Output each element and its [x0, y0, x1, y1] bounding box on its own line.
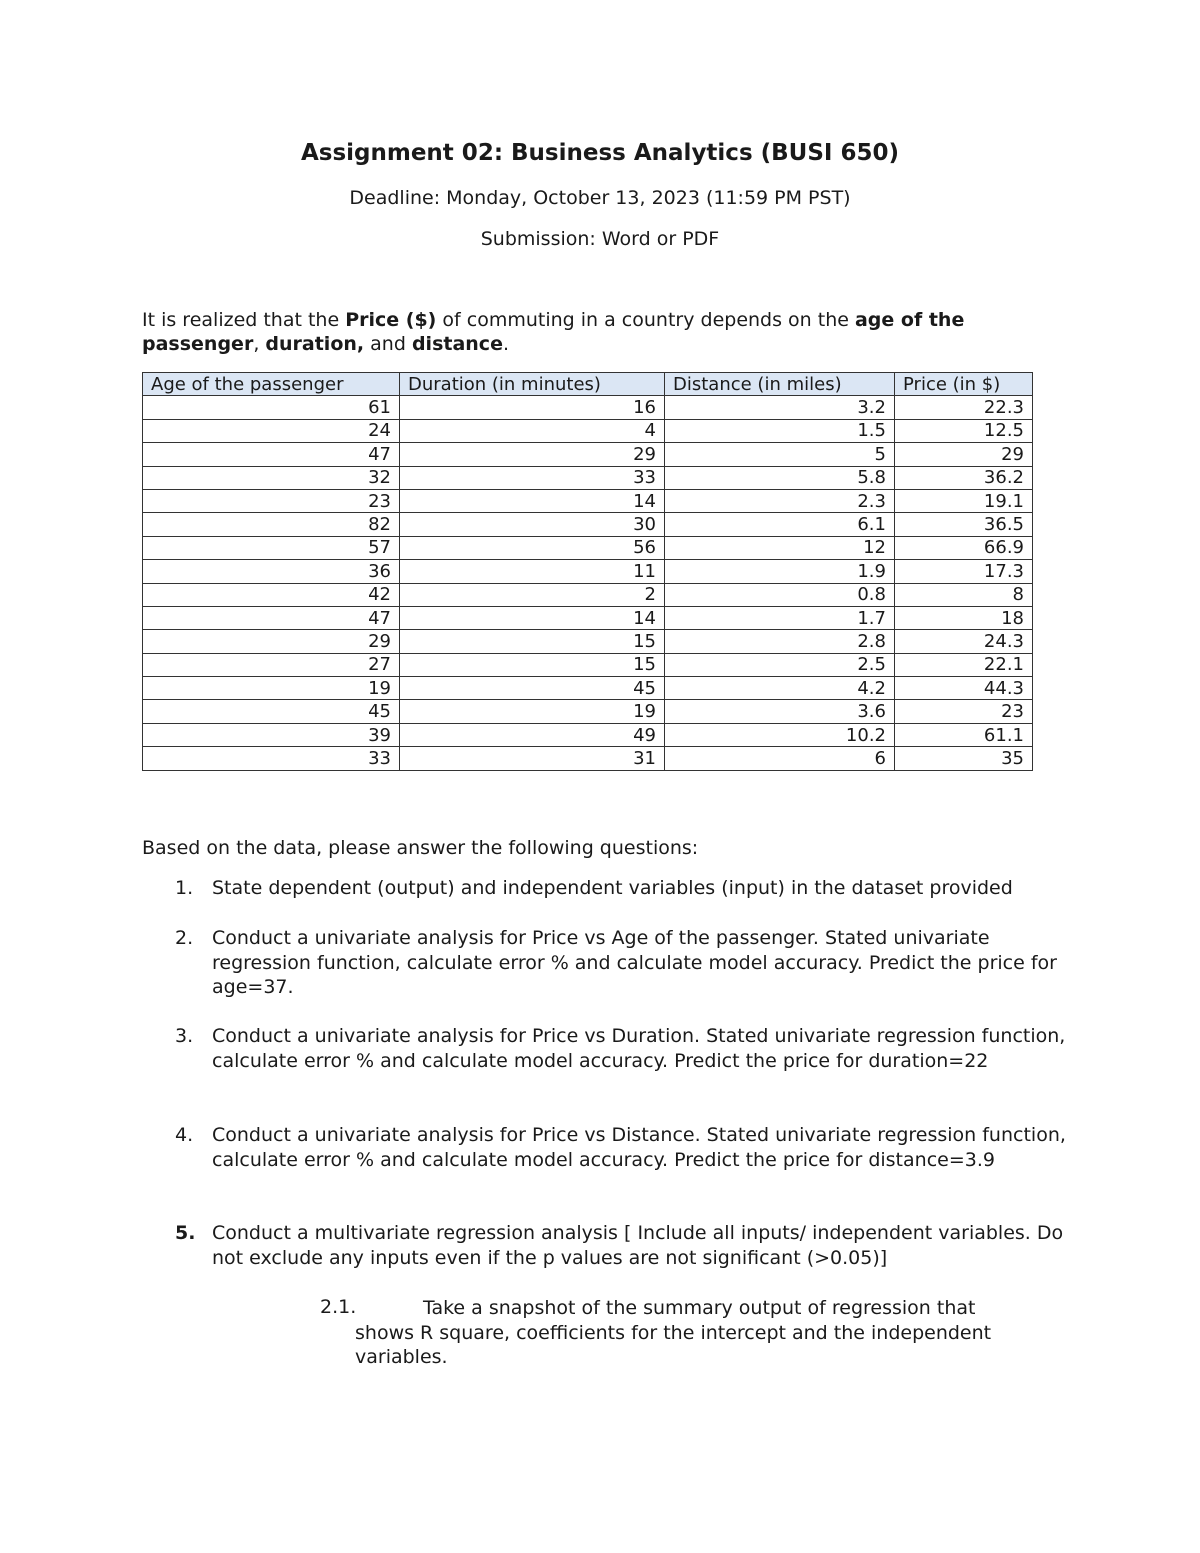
question-item — [142, 926, 1072, 1000]
cell-price: 17.3 — [895, 560, 1033, 583]
header-duration: Duration (in minutes) — [400, 373, 665, 396]
cell-price: 12.5 — [895, 419, 1033, 442]
intro-bold-price: Price ($) — [345, 309, 437, 331]
question-number: 2. — [175, 927, 194, 949]
table-body — [143, 396, 1033, 770]
table-row — [143, 700, 1033, 723]
intro-text-2: of commuting in a country depends on the — [436, 309, 855, 331]
cell-distance: 0.8 — [665, 583, 895, 606]
cell-age: 45 — [143, 700, 400, 723]
cell-duration: 33 — [400, 466, 665, 489]
table-row — [143, 677, 1033, 700]
question-text: Conduct a univariate analysis for Price vs Duration. Stated univariate regression function, calculate error % and calculate model accuracy. Predict the price for duration=22 — [212, 1025, 1066, 1072]
questions-intro: Based on the data, please answer the following questions: — [142, 837, 699, 859]
cell-duration: 49 — [400, 723, 665, 746]
table-row — [143, 443, 1033, 466]
cell-distance: 1.9 — [665, 560, 895, 583]
submission-text: Submission: Word or PDF — [480, 228, 720, 250]
cell-price: 35 — [895, 747, 1033, 770]
cell-age: 36 — [143, 560, 400, 583]
cell-duration: 15 — [400, 653, 665, 676]
table-row — [143, 489, 1033, 512]
cell-age: 61 — [143, 396, 400, 419]
intro-text-1: It is realized that the — [142, 309, 346, 331]
question-text: Conduct a univariate analysis for Price vs Age of the passenger. Stated univariate regression function, calculate error % and calculate model accuracy. Predict the price for age=37. — [212, 927, 1057, 998]
cell-price: 19.1 — [895, 489, 1033, 512]
cell-distance: 1.5 — [665, 419, 895, 442]
cell-price: 66.9 — [895, 536, 1033, 559]
cell-distance: 6.1 — [665, 513, 895, 536]
cell-price: 23 — [895, 700, 1033, 723]
table-row — [143, 466, 1033, 489]
cell-price: 8 — [895, 583, 1033, 606]
header-age: Age of the passenger — [143, 373, 400, 396]
table-row — [143, 630, 1033, 653]
cell-duration: 45 — [400, 677, 665, 700]
header-price: Price (in $) — [895, 373, 1033, 396]
question-text: Conduct a multivariate regression analysis [ Include all inputs/ independent variables. Do not exclude any inputs even if the p values are not significant (>0.05)] — [212, 1222, 1064, 1269]
cell-age: 42 — [143, 583, 400, 606]
intro-bold-distance: distance — [411, 333, 503, 355]
question-item — [142, 1024, 1072, 1073]
cell-price: 18 — [895, 606, 1033, 629]
cell-age: 24 — [143, 419, 400, 442]
intro-text-3: , — [253, 333, 266, 355]
document-title: Assignment 02: Business Analytics (BUSI 650) — [300, 140, 900, 166]
cell-duration: 29 — [400, 443, 665, 466]
intro-text-4: and — [364, 333, 412, 355]
cell-distance: 2.8 — [665, 630, 895, 653]
intro-bold-duration: duration, — [265, 333, 365, 355]
cell-price: 44.3 — [895, 677, 1033, 700]
question-number: 5. — [175, 1222, 196, 1244]
cell-age: 39 — [143, 723, 400, 746]
sub-question-text: Take a snapshot of the summary output of regression that shows R square, coefficients for the intercept and the independent variables. — [355, 1297, 992, 1368]
table-row — [143, 583, 1033, 606]
cell-duration: 19 — [400, 700, 665, 723]
question-number: 3. — [175, 1025, 194, 1047]
cell-duration: 14 — [400, 489, 665, 512]
table-row — [143, 606, 1033, 629]
cell-price: 36.5 — [895, 513, 1033, 536]
table-row — [143, 560, 1033, 583]
question-number: 1. — [175, 877, 194, 899]
table-row — [143, 536, 1033, 559]
question-text: State dependent (output) and independent variables (input) in the dataset provided — [212, 877, 1013, 899]
cell-distance: 2.5 — [665, 653, 895, 676]
cell-duration: 2 — [400, 583, 665, 606]
question-item — [142, 1123, 1072, 1172]
cell-price: 22.1 — [895, 653, 1033, 676]
question-item — [142, 876, 1072, 901]
cell-age: 32 — [143, 466, 400, 489]
cell-price: 61.1 — [895, 723, 1033, 746]
intro-bold-age: age of the passenger — [142, 309, 965, 355]
question-item — [142, 1221, 1072, 1270]
cell-duration: 11 — [400, 560, 665, 583]
question-number: 4. — [175, 1124, 194, 1146]
cell-age: 23 — [143, 489, 400, 512]
cell-distance: 2.3 — [665, 489, 895, 512]
cell-distance: 5.8 — [665, 466, 895, 489]
cell-duration: 16 — [400, 396, 665, 419]
cell-duration: 15 — [400, 630, 665, 653]
cell-distance: 12 — [665, 536, 895, 559]
cell-age: 29 — [143, 630, 400, 653]
table-row — [143, 513, 1033, 536]
cell-age: 82 — [143, 513, 400, 536]
sub-question-number: 2.1. — [320, 1296, 357, 1318]
cell-distance: 3.2 — [665, 396, 895, 419]
cell-distance: 3.6 — [665, 700, 895, 723]
cell-distance: 6 — [665, 747, 895, 770]
cell-price: 22.3 — [895, 396, 1033, 419]
cell-age: 57 — [143, 536, 400, 559]
cell-age: 47 — [143, 606, 400, 629]
intro-paragraph — [142, 308, 1042, 356]
cell-price: 24.3 — [895, 630, 1033, 653]
cell-price: 36.2 — [895, 466, 1033, 489]
table-row — [143, 396, 1033, 419]
question-text: Conduct a univariate analysis for Price vs Distance. Stated univariate regression function, calculate error % and calculate model accuracy. Predict the price for distance=3.9 — [212, 1124, 1066, 1171]
cell-duration: 30 — [400, 513, 665, 536]
header-distance: Distance (in miles) — [665, 373, 895, 396]
cell-duration: 56 — [400, 536, 665, 559]
table-header-row — [143, 373, 1033, 396]
cell-price: 29 — [895, 443, 1033, 466]
cell-age: 47 — [143, 443, 400, 466]
cell-duration: 14 — [400, 606, 665, 629]
cell-distance: 5 — [665, 443, 895, 466]
cell-distance: 4.2 — [665, 677, 895, 700]
cell-age: 33 — [143, 747, 400, 770]
cell-duration: 31 — [400, 747, 665, 770]
cell-distance: 1.7 — [665, 606, 895, 629]
table-row — [143, 653, 1033, 676]
deadline-text: Deadline: Monday, October 13, 2023 (11:59 PM PST) — [349, 187, 851, 209]
cell-distance: 10.2 — [665, 723, 895, 746]
table-row — [143, 747, 1033, 770]
data-table — [142, 372, 1033, 771]
cell-age: 19 — [143, 677, 400, 700]
table-row — [143, 723, 1033, 746]
cell-age: 27 — [143, 653, 400, 676]
cell-duration: 4 — [400, 419, 665, 442]
table-row — [143, 419, 1033, 442]
intro-text-5: . — [502, 333, 510, 355]
